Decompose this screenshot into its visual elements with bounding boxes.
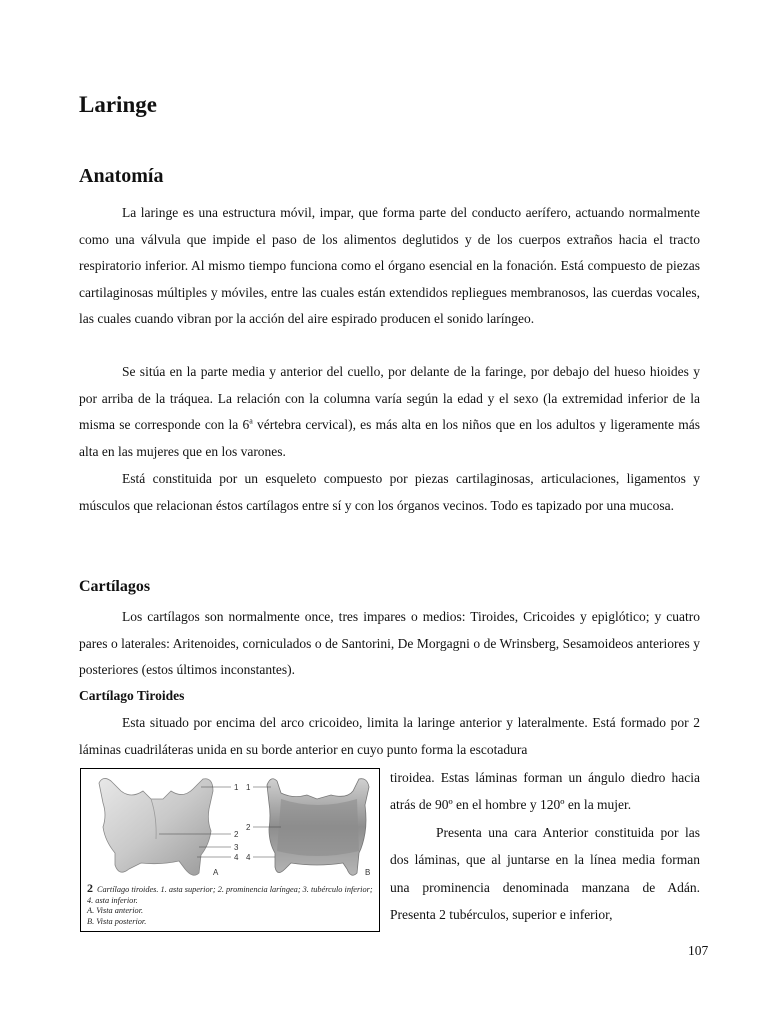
side-text-1: tiroidea. Estas láminas forman un ángulo diedro hacia atrás de 90º en el hombre y 120º en la mujer. [390,770,700,813]
paragraph-cartilagos: Los cartílagos son normalmente once, tres impares o medios: Tiroides, Cricoides y epiglótico; y cuatro pares o laterales: Aritenoides, corniculados o de Santorini, De Morgagni o de Wrinsberg, Sesamoideos anteriores y posteriores (estos últimos inconstantes). [79,609,700,678]
label-b-2: 2 [246,823,251,832]
label-a-4: 4 [234,853,239,862]
subsection-heading-cartilagos: Cartílagos [79,578,151,595]
figure-number: 2 [87,881,93,895]
side-text-2: Presenta una cara Anterior constituida por las dos láminas, que al juntarse en la línea media forman una prominencia denominada manzana de Adán. Presenta 2 tubérculos, superior e inferior, [390,824,700,923]
page-title: Laringe [79,92,157,117]
section-heading-anatomia: Anatomía [79,165,164,187]
ordinal-superscript: a [249,416,253,426]
paragraph-tiroides: Esta situado por encima del arco cricoideo, limita la laringe anterior y lateralmente. Está formado por 2 láminas cuadriláteras unida en su borde anterior en cuyo punto forma la escotadura [79,715,700,757]
label-a-3: 3 [234,843,239,852]
subsubsection-heading-tiroides: Cartílago Tiroides [79,688,185,703]
label-a-2: 2 [234,830,239,839]
figure-caption [87,883,379,927]
label-b-4: 4 [246,853,251,862]
paragraph-3: Está constituida por un esqueleto compuesto por piezas cartilaginosas, articulaciones, ligamentos y músculos que relacionan éstos cartílagos entre sí y con los órganos vecinos. Todo es tapizado por una mucosa. [79,471,700,513]
paragraph-2-part-b: vértebra cervical), es más alta en los niños que en los adultos y ligeramente más alta en las mujeres que en los varones. [79,417,700,459]
paragraph-2 [79,359,700,465]
paragraph-1: La laringe es una estructura móvil, impar, que forma parte del conducto aerífero, actuando normalmente como una válvula que impide el paso de los alimentos deglutidos y de los cuerpos extraños hacia el tracto respiratorio inferior. Al mismo tiempo funciona como el órgano esencial en la fonación. Está compuesto de piezas cartilaginosas múltiples y móviles, entre las cuales están extendidos repliegues membranosos, las cuerdas vocales, las cuales cuando vibran por la acción del aire espirado producen el sonido laríngeo. [79,205,700,327]
label-a-1: 1 [234,783,239,792]
figure-thyroid-cartilage [80,768,380,932]
label-b-1: 1 [246,783,251,792]
caption-line-3: B. Vista posterior. [87,916,147,926]
view-label-b: B [365,868,371,877]
caption-line-1: Cartílago tiroides. 1. asta superior; 2. prominencia laríngea; 3. tubérculo inferior; 4. asta inferior. [87,885,373,905]
paragraph-2-part-a: Se sitúa en la parte media y anterior del cuello, por delante de la faringe, por debajo del hueso hioides y por arriba de la tráquea. La relación con la columna varía según la edad y el sexo (la extremidad inferior de la misma se corresponde con la 6 [79,364,700,433]
caption-line-2: A. Vista anterior. [87,906,144,915]
side-column-text [390,764,700,928]
page-number: 107 [688,943,709,958]
view-label-a: A [213,868,219,877]
